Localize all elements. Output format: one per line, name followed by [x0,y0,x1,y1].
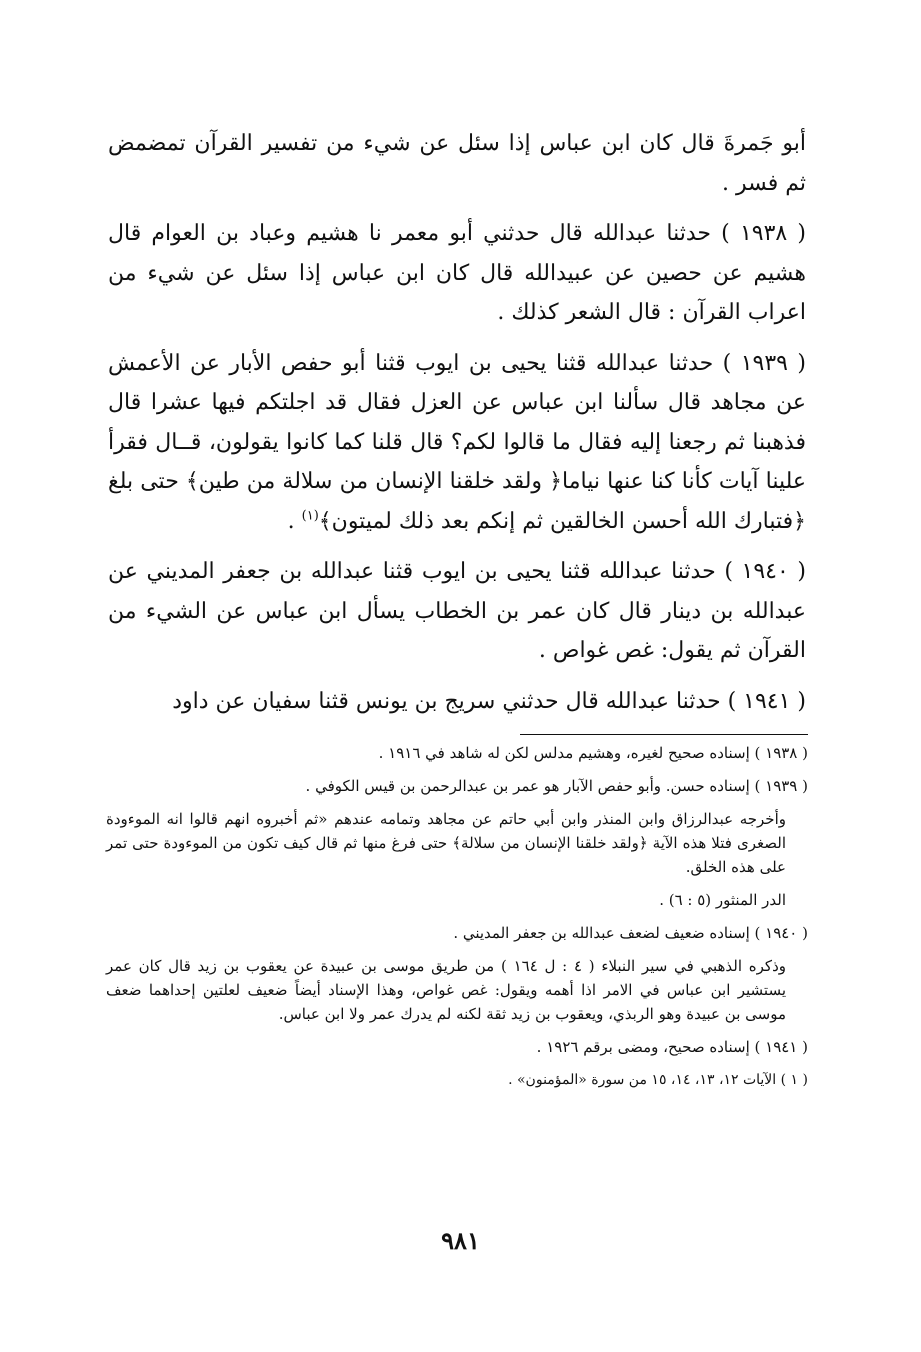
hadith-1939-text: ( ١٩٣٩ ) حدثنا عبدالله قثنا يحيى بن ايوب قثنا أبو حفص الأبار عن الأعمش عن مجاهد قال سألنا ابن عباس عن العزل فقال قد اجلتكم فيها عشرا قال فذهبنا ثم رجعنا إليه فقال ما قالوا لكم؟ قال قلنا كما كانوا يقولون، قــال فقرأ علينا آيات كأنا كنا عنها نياما﴿ ولقد خلقنا الإنسان من سلالة من طين﴾ حتى بلغ ﴿فتبارك الله أحسن الخالقين ثم إنكم بعد ذلك لميتون﴾ [108,350,806,534]
hadith-1941: ( ١٩٤١ ) حدثنا عبدالله قال حدثني سريج بن يونس قثنا سفيان عن داود [172,688,806,714]
footnote-separator [520,734,808,735]
note-1939: ( ١٩٣٩ ) إسناده حسن. وأبو حفص الآبار هو عمر بن عبدالرحمن بن قيس الكوفي . [305,777,808,795]
footnote-ref-1: (١) [301,508,319,524]
note-1939-detail: وأخرجه عبدالرزاق وابن المنذر وابن أبي حاتم عن مجاهد وتمامه عندهم «ثم أخبروه انهم قالوا انه الموءودة الصغرى فتلا هذه الآية ﴿ولقد خلقنا الإنسان من سلالة﴾ حتى فرغ منها ثم قال كيف تكون من الموءودة حتى تمر على هذه الخلق. [106,810,786,876]
paragraph-intro: أبو جَمرةَ قال كان ابن عباس إذا سئل عن شيء من تفسير القرآن تمضمض ثم فسر . [108,131,806,196]
page-number: ٩٨١ [441,1226,480,1255]
main-text [108,124,806,731]
hadith-1939-end: . [287,508,302,534]
note-1940-detail: وذكره الذهبي في سير النبلاء ( ٤ : ل ١٦٤ ) من طريق موسى بن عبيدة عن يعقوب بن زيد قال كان عمر يستشير ابن عباس في الامر اذا أهمه ويقول: غص غواص، وهذا الإسناد أيضاً ضعيف لعلتين إحداهما ضعف موسى بن عبيدة وهو الربذي، ويعقوب بن زيد ثقة لكنه لم يدرك عمر ولا ابن عباس. [106,957,786,1023]
note-1941: ( ١٩٤١ ) إسناده صحيح، ومضى برقم ١٩٢٦ . [536,1038,808,1056]
hadith-1940: ( ١٩٤٠ ) حدثنا عبدالله قثنا يحيى بن ايوب قثنا عبدالله بن جعفر المديني عن عبدالله بن دينار قال كان عمر بن الخطاب يسأل ابن عباس عن الشيء من القرآن ثم يقول: غص غواص . [108,559,806,663]
note-1938: ( ١٩٣٨ ) إسناده صحيح لغيره، وهشيم مدلس لكن له شاهد في ١٩١٦ . [378,744,808,762]
hadith-1938: ( ١٩٣٨ ) حدثنا عبدالله قال حدثني أبو معمر نا هشيم وعباد بن العوام قال هشيم عن حصين عن عبيدالله قال كان ابن عباس إذا سئل عن شيء من اعراب القرآن : قال الشعر كذلك . [108,221,807,325]
footnotes [106,741,808,1101]
hadith-1939 [108,344,806,542]
note-1940: ( ١٩٤٠ ) إسناده ضعيف لضعف عبدالله بن جعفر المديني . [453,924,808,942]
note-1939-source: الدر المنثور (٥ : ٦) . [659,891,786,909]
note-verses: ( ١ ) الآيات ١٢، ١٣، ١٤، ١٥ من سورة «المؤمنون» . [508,1072,808,1088]
